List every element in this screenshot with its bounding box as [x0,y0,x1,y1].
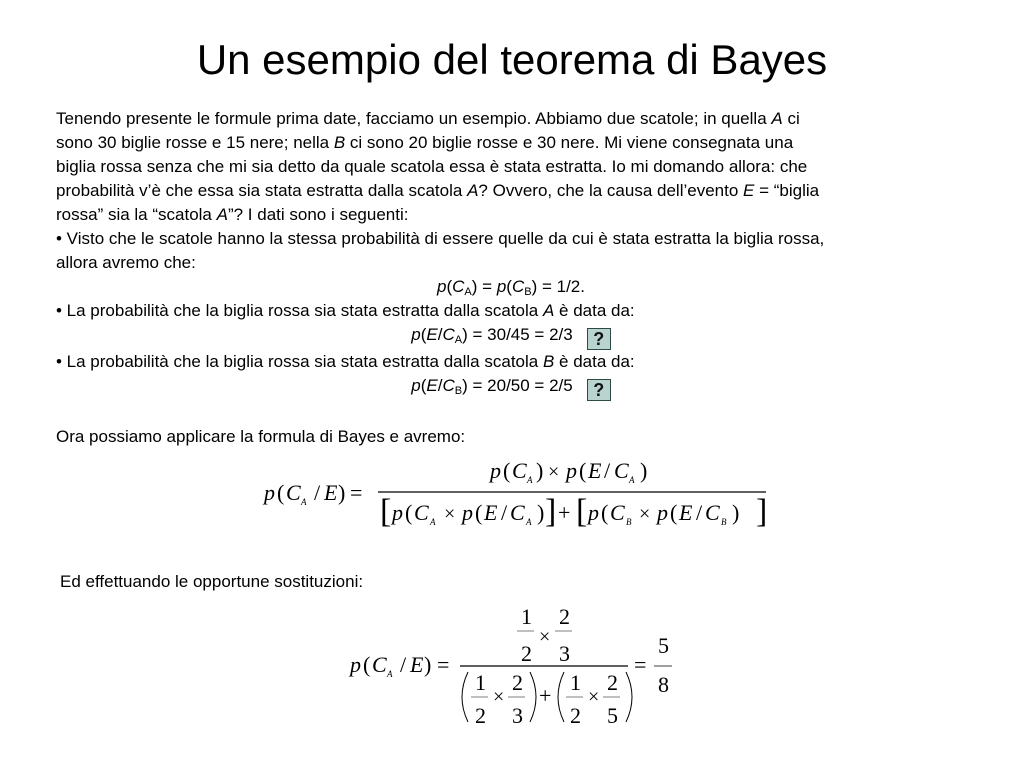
svg-text:/: / [314,480,321,505]
svg-text:/: / [696,500,703,525]
intro-line-1: Tenendo presente le formule prima date, facciamo un esempio. Abbiamo due scatole; in quella A ci [56,109,800,128]
bullet-1-line-2: allora avremo che: [56,253,196,272]
svg-text:C: C [286,480,301,505]
svg-text:(: ( [601,500,609,525]
svg-text:p: p [264,480,275,505]
svg-text:C: C [510,500,525,525]
svg-text:+: + [539,683,552,708]
help-button-a[interactable]: ? [587,328,611,350]
svg-text:p: p [588,500,599,525]
svg-text:C: C [512,458,527,483]
svg-text:A: A [301,497,307,507]
svg-text:/: / [604,458,611,483]
intro-line-3: biglia rossa senza che mi sia detto da quale scatola essa è stata estratta. Io mi domando allora: che [56,157,808,176]
svg-text:[: [ [380,493,392,530]
svg-text:=: = [634,652,647,677]
svg-text:(: ( [277,480,285,505]
svg-text:[: [ [576,493,588,530]
intro-line-4: probabilità v’è che essa sia stata estratta dalla scatola A? Ovvero, che la causa dell’evento E = “biglia [56,181,820,200]
svg-text:1: 1 [570,670,581,695]
svg-text:p: p [462,500,473,525]
svg-text:3: 3 [559,641,570,666]
svg-text:E: E [324,480,338,505]
svg-text:2: 2 [559,604,570,629]
result-denominator: 8 [658,672,669,697]
svg-text:1: 1 [521,604,532,629]
result-numerator: 5 [658,633,669,658]
svg-text:2: 2 [607,670,618,695]
svg-text:1: 1 [475,670,486,695]
svg-text:C: C [414,500,429,525]
apply-text: Ora possiamo applicare la formula di Bayes e avremo: [56,427,466,446]
svg-text:E: E [484,500,498,525]
svg-text:p: p [566,458,577,483]
svg-text:C: C [614,458,629,483]
svg-text:p: p [657,500,668,525]
svg-text:E: E [679,500,693,525]
svg-text:+: + [558,500,571,525]
svg-text:=: = [350,480,363,505]
bullet-3: • La probabilità che la biglia rossa sia stata estratta dalla scatola B è data da: [56,352,635,371]
svg-text:): ) [732,500,740,525]
svg-text:5: 5 [607,703,618,728]
bayes-formula [258,452,788,534]
svg-text:/: / [400,652,407,677]
svg-text:B: B [626,517,632,527]
bullet-2: • La probabilità che la biglia rossa sia stata estratta dalla scatola A è data da: [56,301,635,320]
svg-text:×: × [639,503,651,525]
svg-text:): ) [536,458,544,483]
svg-text:p: p [350,652,361,677]
substitution-formula [346,600,686,730]
svg-text:p: p [490,458,501,483]
body-text [56,107,966,449]
svg-text:×: × [493,686,505,708]
svg-text:A: A [527,475,533,485]
svg-text:3: 3 [512,703,523,728]
svg-text:p: p [392,500,403,525]
svg-text:]: ] [545,493,557,530]
svg-text:(: ( [670,500,678,525]
equation-likelihood-a: $p(E/C_A) = 30/45 = 2/3$ ? [56,323,966,350]
svg-text:E: E [588,458,602,483]
svg-text:C: C [372,652,387,677]
svg-text:(: ( [475,500,483,525]
svg-text:×: × [548,461,560,483]
svg-text:): ) [537,500,545,525]
svg-text:A: A [629,475,635,485]
svg-text:2: 2 [475,703,486,728]
help-button-b[interactable]: ? [587,379,611,401]
svg-text:×: × [444,503,456,525]
svg-text:×: × [588,686,600,708]
svg-text:]: ] [756,493,768,530]
substitution-text: Ed effettuando le opportune sostituzioni: [60,572,364,591]
svg-text:A: A [526,517,532,527]
svg-text:2: 2 [512,670,523,695]
svg-text:/: / [501,500,508,525]
svg-text:×: × [539,626,551,648]
bullet-1-line-1: • Visto che le scatole hanno la stessa probabilità di essere quelle da cui è stata estratta la biglia rossa, [56,229,825,248]
svg-text:): ) [338,480,346,505]
svg-text:B: B [721,517,727,527]
intro-line-5: rossa” sia la “scatola A”? I dati sono i seguenti: [56,205,409,224]
slide-title: Un esempio del teorema di Bayes [196,36,828,83]
svg-text:=: = [437,652,450,677]
equation-prior: $p(C_A) = p(C_B) = 1/2$. [437,277,585,298]
svg-text:C: C [610,500,625,525]
svg-text:A: A [387,669,393,679]
svg-text:): ) [640,458,648,483]
svg-text:C: C [705,500,720,525]
svg-text:): ) [424,652,432,677]
svg-text:A: A [430,517,436,527]
svg-text:(: ( [503,458,511,483]
svg-text:(: ( [579,458,587,483]
svg-text:2: 2 [521,641,532,666]
equation-likelihood-b: $p(E/C_B) = 20/50 = 2/5$ ? [56,374,966,401]
svg-text:E: E [410,652,424,677]
svg-text:(: ( [363,652,371,677]
svg-text:(: ( [405,500,413,525]
intro-line-2: sono 30 biglie rosse e 15 nere; nella B ci sono 20 biglie rosse e 30 nere. Mi viene consegnata una [56,133,794,152]
svg-text:2: 2 [570,703,581,728]
